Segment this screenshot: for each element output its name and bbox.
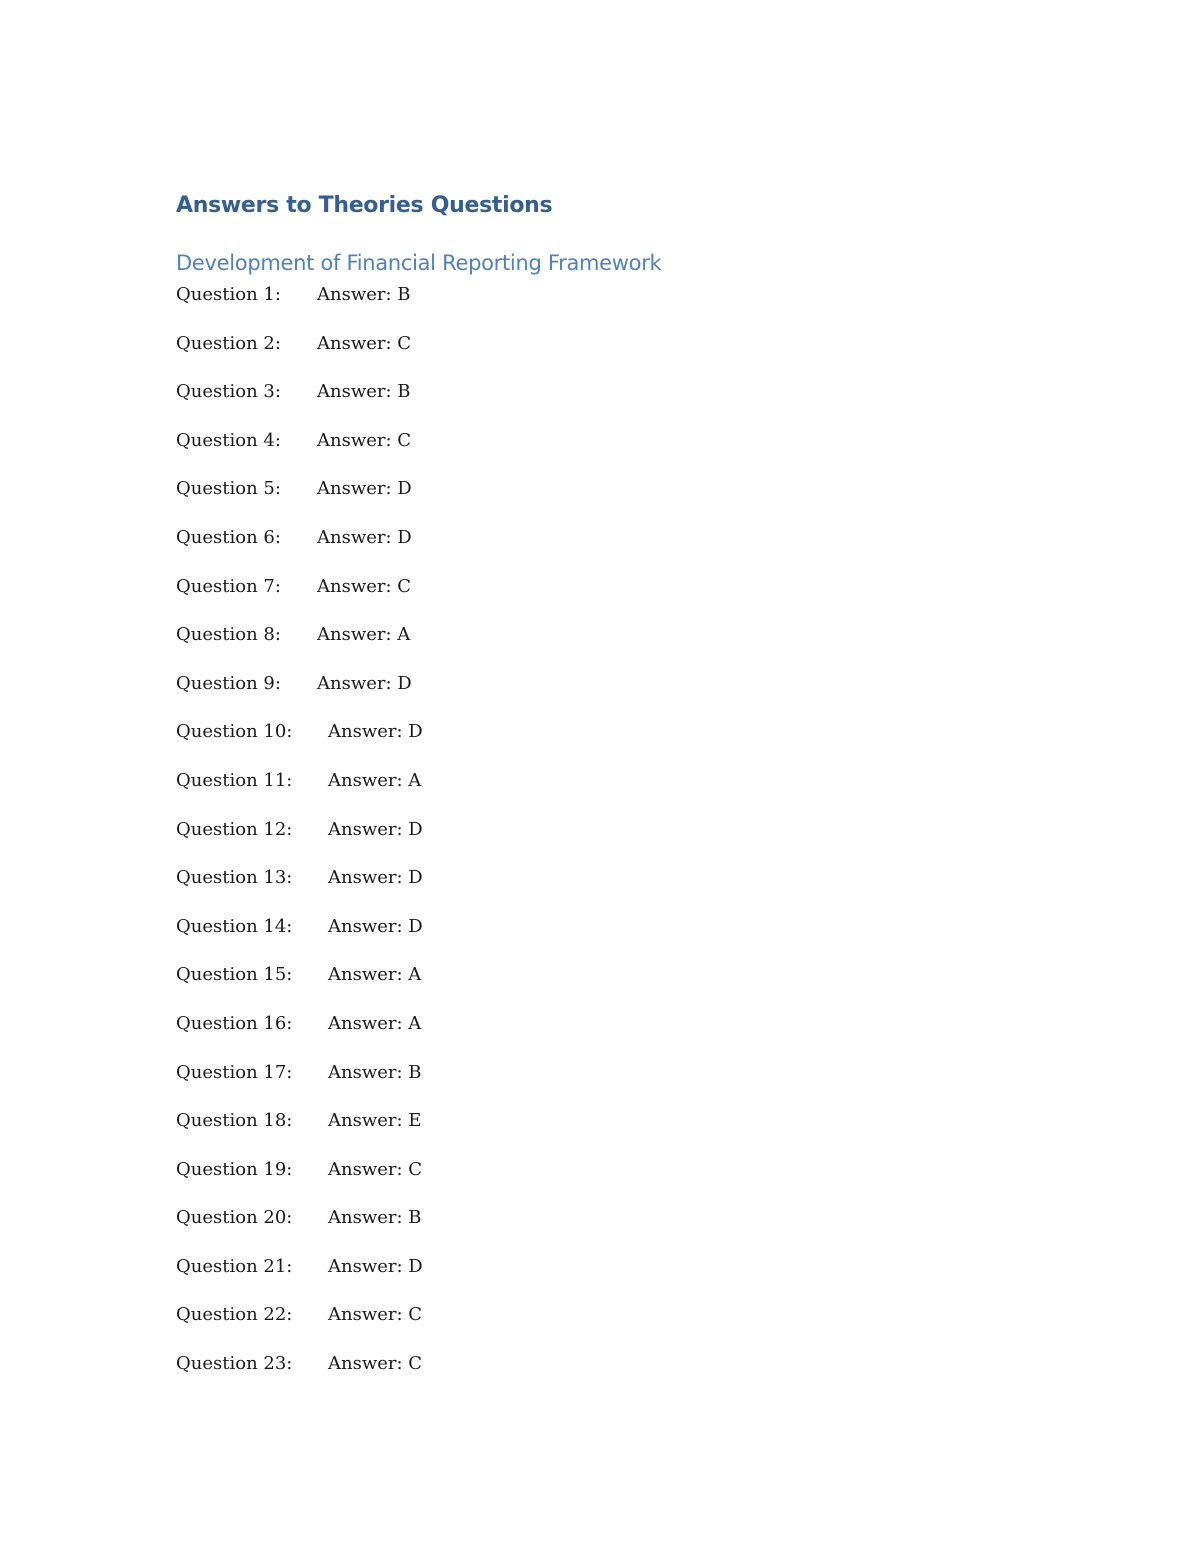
- list-item: [176, 329, 423, 378]
- question-label: Question 7:: [176, 575, 281, 597]
- list-item: [176, 377, 423, 426]
- list-item: [176, 1155, 423, 1204]
- question-label: Question 1:: [176, 284, 281, 305]
- question-label: Question 14:: [176, 915, 293, 937]
- question-label: Question 12:: [176, 818, 293, 840]
- list-item: [176, 1252, 423, 1301]
- list-item: [176, 766, 423, 815]
- list-item: [176, 1300, 423, 1349]
- question-label: Question 10:: [176, 721, 293, 743]
- answer-value: Answer: C: [317, 332, 412, 354]
- answer-value: Answer: A: [317, 624, 411, 646]
- list-item: [176, 280, 423, 329]
- answer-value: Answer: D: [317, 672, 412, 694]
- answer-value: Answer: D: [317, 478, 412, 500]
- answer-value: Answer: C: [328, 1353, 423, 1375]
- question-label: Question 4:: [176, 429, 281, 451]
- answer-value: Answer: B: [328, 1061, 422, 1083]
- answer-value: Answer: D: [328, 721, 423, 743]
- question-label: Question 16:: [176, 1012, 293, 1034]
- question-label: Question 3:: [176, 381, 281, 403]
- answer-value: Answer: E: [328, 1110, 422, 1132]
- answer-value: Answer: A: [328, 1012, 422, 1034]
- answer-value: Answer: C: [317, 429, 412, 451]
- answer-value: Answer: A: [328, 769, 422, 791]
- answer-value: Answer: D: [328, 867, 423, 889]
- answer-value: Answer: C: [328, 1158, 423, 1180]
- answer-value: Answer: D: [328, 818, 423, 840]
- answer-value: Answer: B: [317, 381, 411, 403]
- question-label: Question 22:: [176, 1304, 293, 1326]
- question-label: Question 18:: [176, 1110, 293, 1132]
- list-item: [176, 620, 423, 669]
- list-item: [176, 1058, 423, 1107]
- question-label: Question 23:: [176, 1353, 293, 1375]
- list-item: [176, 523, 423, 572]
- question-label: Question 19:: [176, 1158, 293, 1180]
- question-label: Question 9:: [176, 672, 281, 694]
- list-item: [176, 1203, 423, 1252]
- list-item: [176, 863, 423, 912]
- question-label: Question 11:: [176, 769, 293, 791]
- list-item: [176, 912, 423, 961]
- question-label: Question 5:: [176, 478, 281, 500]
- question-label: Question 21:: [176, 1255, 293, 1277]
- answer-value: Answer: D: [328, 915, 423, 937]
- answer-list: [176, 280, 423, 1398]
- list-item: [176, 717, 423, 766]
- list-item: [176, 815, 423, 864]
- question-label: Question 13:: [176, 867, 293, 889]
- answer-value: Answer: D: [328, 1255, 423, 1277]
- section-heading: Development of Financial Reporting Framework: [176, 251, 662, 275]
- answer-value: Answer: B: [328, 1207, 422, 1229]
- answer-value: Answer: C: [328, 1304, 423, 1326]
- answer-value: Answer: B: [317, 284, 411, 305]
- list-item: [176, 960, 423, 1009]
- question-label: Question 17:: [176, 1061, 293, 1083]
- list-item: [176, 426, 423, 475]
- question-label: Question 2:: [176, 332, 281, 354]
- question-label: Question 6:: [176, 526, 281, 548]
- list-item: [176, 474, 423, 523]
- answer-value: Answer: C: [317, 575, 412, 597]
- list-item: [176, 1106, 423, 1155]
- list-item: [176, 1349, 423, 1398]
- answer-value: Answer: D: [317, 526, 412, 548]
- question-label: Question 20:: [176, 1207, 293, 1229]
- list-item: [176, 572, 423, 621]
- page-title: Answers to Theories Questions: [176, 193, 553, 218]
- list-item: [176, 669, 423, 718]
- question-label: Question 15:: [176, 964, 293, 986]
- list-item: [176, 1009, 423, 1058]
- question-label: Question 8:: [176, 624, 281, 646]
- answer-value: Answer: A: [328, 964, 422, 986]
